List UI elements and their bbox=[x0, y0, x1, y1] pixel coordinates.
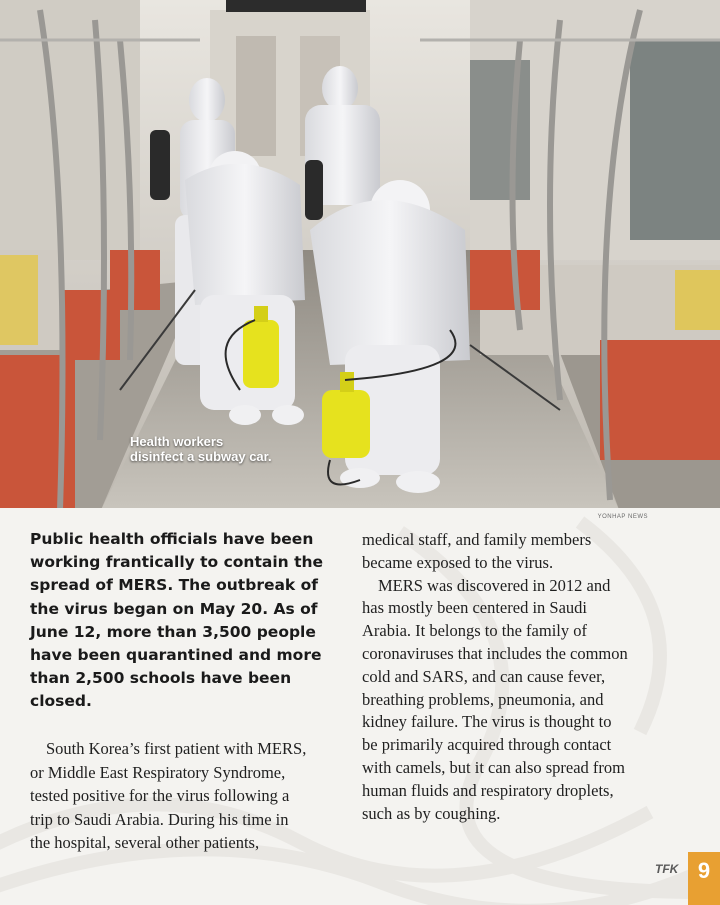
text-line: coronaviruses that includes the common bbox=[362, 643, 628, 663]
body-column-right bbox=[362, 529, 682, 825]
caption-line: disinfect a subway car. bbox=[130, 449, 272, 464]
magazine-brand: TFK bbox=[655, 862, 679, 876]
text-line: medical staff, and family members bbox=[362, 530, 592, 549]
text-line: the virus began on May 20. As of bbox=[30, 599, 318, 618]
text-line: has mostly been centered in Saudi bbox=[362, 598, 587, 618]
text-line: MERS was discovered in 2012 and bbox=[378, 575, 611, 595]
text-line: human fluids and respiratory droplets, bbox=[362, 780, 614, 800]
text-line: closed. bbox=[30, 692, 92, 711]
photo-caption bbox=[130, 434, 290, 464]
right-paragraph-2 bbox=[362, 575, 682, 826]
text-line: cold and SARS, and can cause fever, bbox=[362, 666, 606, 686]
text-line: trip to Saudi Arabia. During his time in bbox=[30, 809, 289, 829]
text-line: with camels, but it can also spread from bbox=[362, 757, 626, 777]
lead-paragraph bbox=[30, 528, 342, 714]
text-line: have been quarantined and more bbox=[30, 646, 322, 665]
photo-credit: YONHAP NEWS bbox=[597, 514, 648, 520]
text-line: June 12, more than 3,500 people bbox=[30, 622, 316, 641]
text-line: breathing problems, pneumonia, and bbox=[362, 689, 604, 709]
text-line: tested positive for the virus following a bbox=[30, 786, 290, 805]
text-line: working frantically to contain the bbox=[30, 553, 324, 572]
text-line: kidney failure. The virus is thought to bbox=[362, 712, 612, 732]
text-line: Arabia. It belongs to the family of bbox=[362, 621, 587, 641]
text-line: such as by coughing. bbox=[362, 803, 501, 823]
text-line: be primarily acquired through contact bbox=[362, 735, 612, 755]
body-column-left bbox=[30, 737, 345, 855]
text-line: became exposed to the virus. bbox=[362, 552, 554, 572]
page-number: 9 bbox=[688, 852, 720, 905]
text-line: or Middle East Respiratory Syndrome, bbox=[30, 762, 286, 782]
text-line: spread of MERS. The outbreak of bbox=[30, 576, 319, 595]
text-line: South Korea’s first patient with MERS, bbox=[46, 739, 307, 758]
text-line: than 2,500 schools have been bbox=[30, 669, 292, 688]
right-paragraph-1 bbox=[362, 529, 682, 575]
text-line: the hospital, several other patients, bbox=[30, 833, 260, 852]
caption-line: Health workers bbox=[130, 434, 224, 449]
text-line: Public health officials have been bbox=[30, 530, 314, 548]
